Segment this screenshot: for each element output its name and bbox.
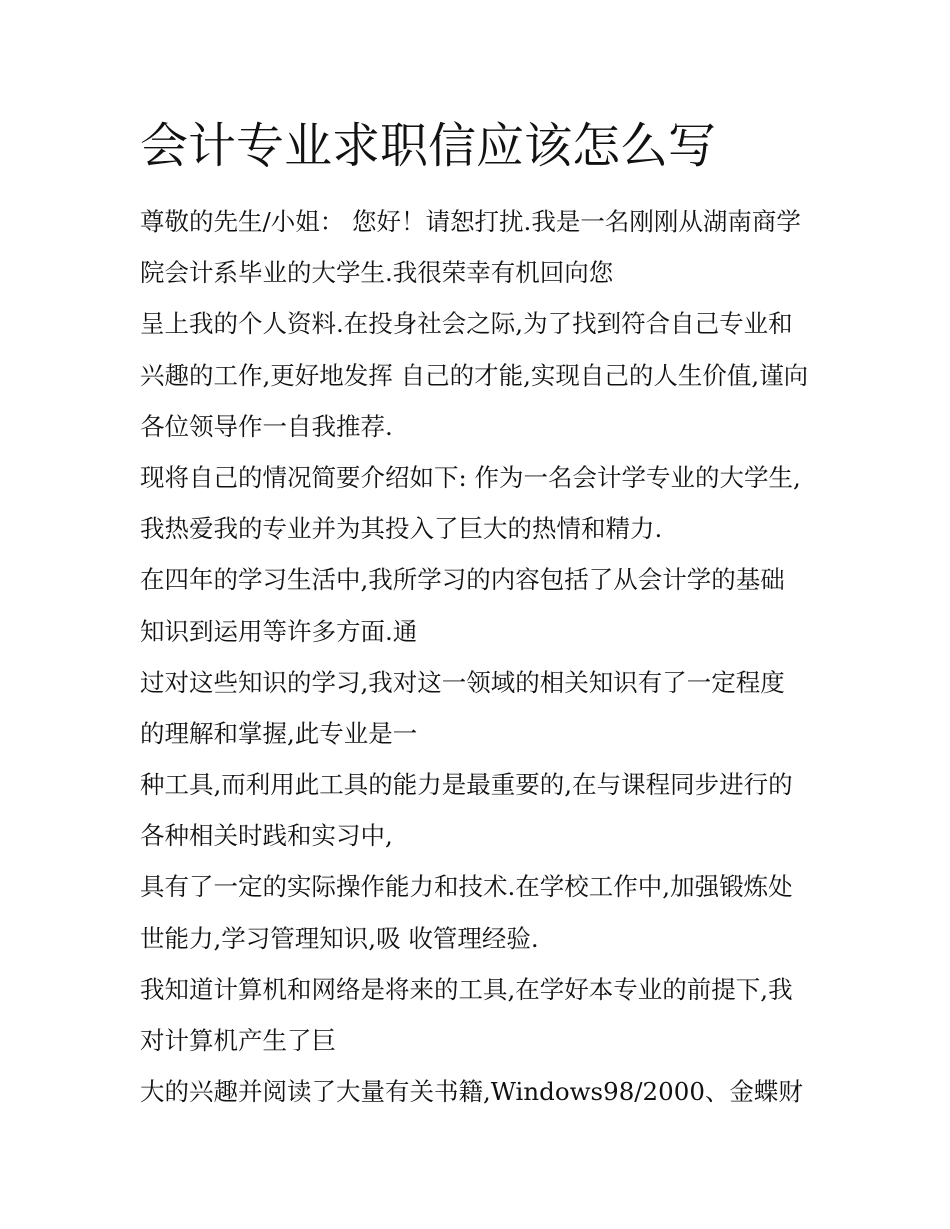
body-line: 我知道计算机和网络是将来的工具,在学好本专业的前提下,我 (140, 974, 793, 1004)
body-line: 大的兴趣并阅读了大量有关书籍,Windows98/2000、金蝶财 (140, 1077, 803, 1107)
body-line: 过对这些知识的学习,我对这一领域的相关知识有了一定程度 (140, 667, 785, 697)
body-line: 具有了一定的实际操作能力和技术.在学校工作中,加强锻炼处 (140, 872, 793, 902)
body-line: 知识到运用等许多方面.通 (140, 616, 418, 646)
body-line: 尊敬的先生/小姐： 您好！请恕打扰.我是一名刚刚从湖南商学 (140, 207, 801, 236)
body-line: 兴趣的工作,更好地发挥 自己的才能,实现自己的人生价值,谨向 (140, 360, 809, 390)
body-line: 种工具,而利用此工具的能力是最重要的,在与课程同步进行的 (140, 770, 793, 800)
document-body (140, 196, 820, 1117)
body-line: 呈上我的个人资料.在投身社会之际,为了找到符合自己专业和 (140, 309, 793, 339)
body-line: 对计算机产生了巨 (140, 1026, 336, 1055)
document-title: 会计专业求职信应该怎么写 (140, 118, 717, 174)
body-line: 我热爱我的专业并为其投入了巨大的热情和精力. (140, 514, 663, 544)
body-line: 世能力,学习管理知识,吸 收管理经验. (140, 923, 539, 953)
body-line: 院会计系毕业的大学生.我很荣幸有机回向您 (140, 258, 614, 288)
body-line: 在四年的学习生活中,我所学习的内容包括了从会计学的基础 (140, 565, 785, 595)
body-line: 的理解和掌握,此专业是一 (140, 718, 418, 748)
body-line: 各位领导作一自我推荐. (140, 411, 393, 441)
body-line: 现将自己的情况简要介绍如下: 作为一名会计学专业的大学生, (140, 462, 801, 492)
body-line: 各种相关时践和实习中, (140, 821, 393, 851)
